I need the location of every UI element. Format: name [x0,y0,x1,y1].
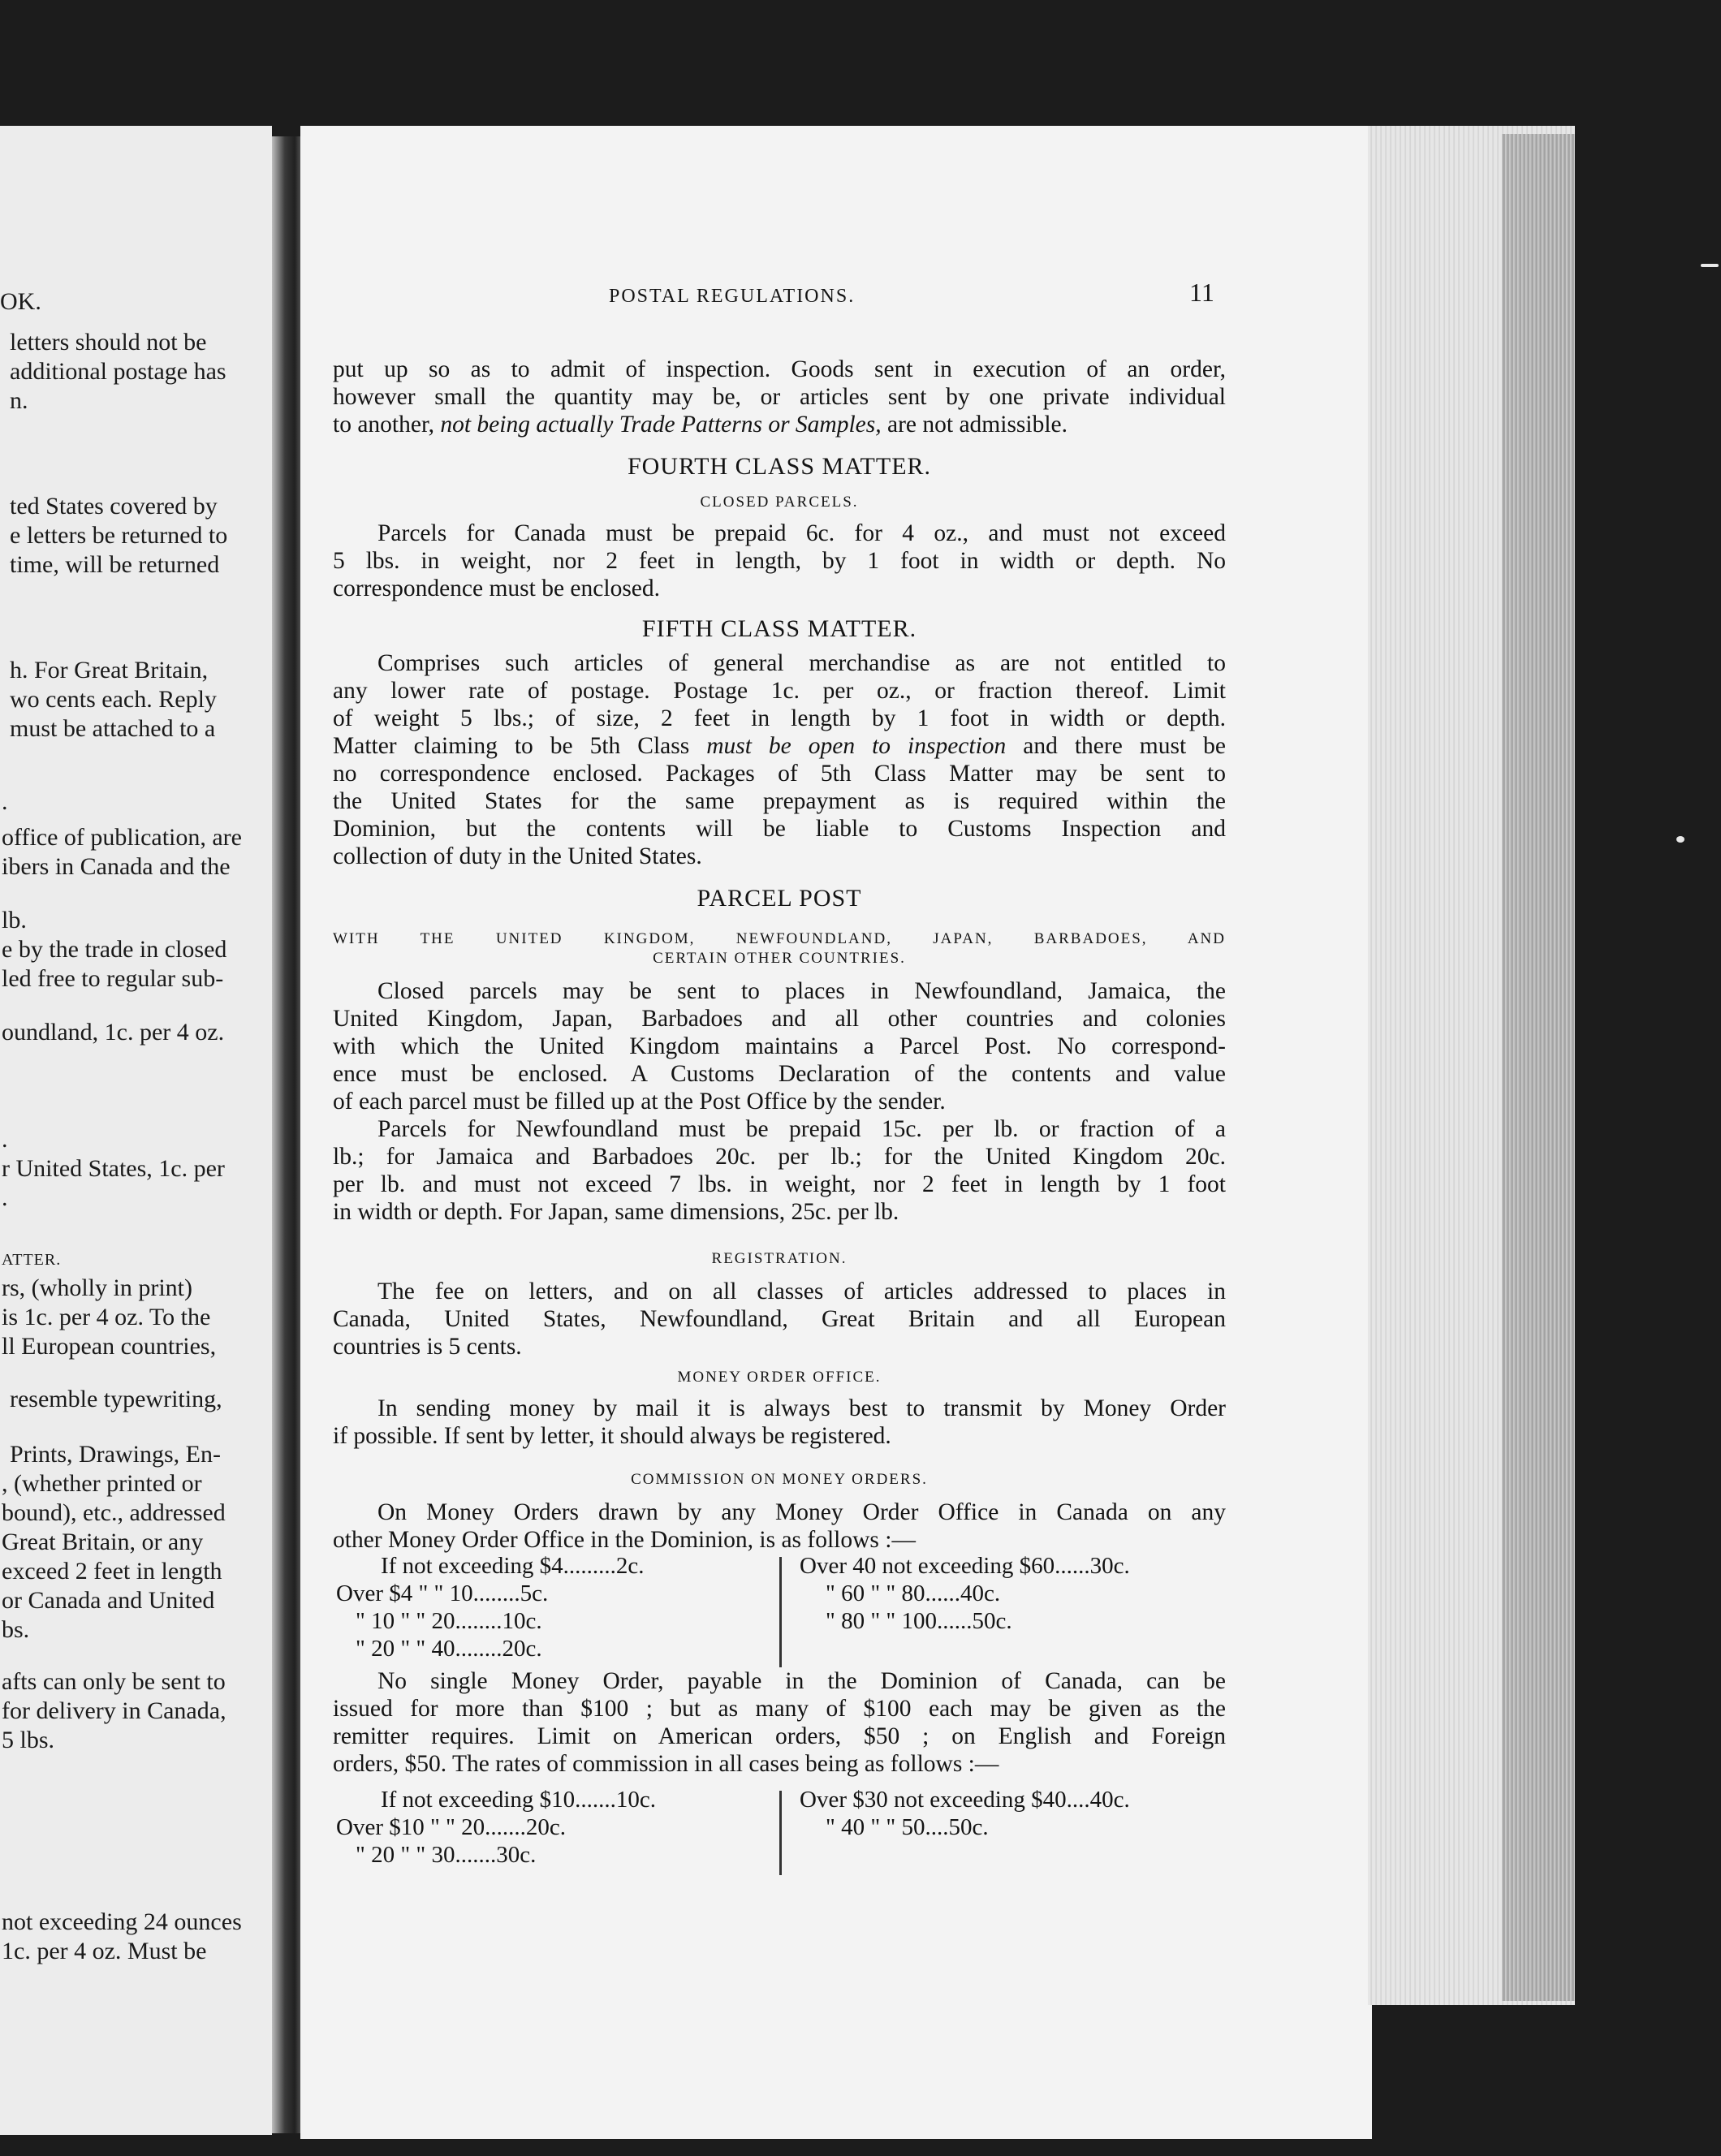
left-line: r United States, 1c. per [2,1155,225,1182]
rate-table-1-left [336,1552,645,1662]
section-heading: PARCEL POST [697,885,862,912]
body-line: Canada, United States, Newfoundland, Great Britain and all European [333,1306,1226,1332]
left-line: is 1c. per 4 oz. To the [2,1304,211,1330]
left-line: Prints, Drawings, En- [10,1441,221,1468]
scan-speck [1701,264,1719,267]
left-line: ll European countries, [2,1333,217,1360]
body-line: orders, $50. The rates of commission in all cases being as follows :— [333,1751,999,1777]
section-heading: FOURTH CLASS MATTER. [627,453,932,480]
left-line: wo cents each. Reply [10,686,217,713]
body-line: however small the quantity may be, or articles sent by one private individual [333,384,1226,410]
left-page [0,126,272,2135]
rate-table-2-left [336,1786,656,1869]
left-line: exceed 2 feet in length [2,1558,222,1585]
italic-phrase: not being actually Trade Patterns or Samples, [440,412,882,438]
body-line: Dominion, but the contents will be liable to Customs Inspection and [333,816,1226,842]
left-line: must be attached to a [10,715,216,742]
body-line: remitter requires. Limit on American orders, $50 ; on English and Foreign [333,1723,1226,1749]
body-line: lb.; for Jamaica and Barbadoes 20c. per lb.; for the United Kingdom 20c. [333,1144,1226,1170]
left-line: oundland, 1c. per 4 oz. [2,1019,225,1046]
left-line: e letters be returned to [10,522,228,549]
left-line: bs. [2,1616,30,1643]
section-subheading: WITH THE UNITED KINGDOM, NEWFOUNDLAND, JAPAN, BARBADOES, AND [333,930,1226,947]
body-line: issued for more than $100 ; but as many of $100 each may be given as the [333,1696,1226,1722]
body-line: Closed parcels may be sent to places in Newfoundland, Jamaica, the [377,978,1226,1004]
body-line: No single Money Order, payable in the Dominion of Canada, can be [377,1668,1226,1694]
rate-row: Over 40 not exceeding $60......30c. [800,1553,1130,1579]
page-number: 11 [1189,278,1214,307]
section-heading: FIFTH CLASS MATTER. [641,615,917,642]
left-running-head: OK. [0,288,41,315]
left-line: or Canada and United [2,1587,215,1614]
left-line: 5 lbs. [2,1727,55,1753]
left-line: n. [10,387,28,414]
body-line: correspondence must be enclosed. [333,576,661,602]
left-line: Great Britain, or any [2,1529,204,1555]
rate-table-1-right [800,1552,1130,1635]
body-line: countries is 5 cents. [333,1334,522,1360]
left-line: led free to regular sub- [2,965,224,992]
left-line: h. For Great Britain, [10,657,209,683]
body-line: of each parcel must be filled up at the Post Office by the sender. [333,1089,946,1115]
body-line: Comprises such articles of general merchandise as are not entitled to [377,650,1226,676]
rate-row: Over $4 " " 10........5c. [336,1580,549,1606]
left-line: office of publication, are [2,824,242,851]
body-line: other Money Order Office in the Dominion, is as follows :— [333,1527,916,1553]
rate-row: Over $30 not exceeding $40....40c. [800,1787,1130,1813]
section-subheading: MONEY ORDER OFFICE. [677,1369,882,1386]
running-head: POSTAL REGULATIONS. [609,286,856,307]
body-line: collection of duty in the United States. [333,843,702,869]
body-line: The fee on letters, and on all classes of articles addressed to places in [377,1279,1226,1304]
body-line: to another, not being actually Trade Patterns or Samples, are not admissible. [333,412,1068,438]
left-line: bound), etc., addressed [2,1499,226,1526]
left-line: rs, (wholly in print) [2,1274,192,1301]
left-line: 1c. per 4 oz. Must be [2,1938,207,1964]
left-line: ibers in Canada and the [2,853,231,880]
body-line: Matter claiming to be 5th Class must be open to inspection and there must be [333,733,1227,759]
left-line: letters should not be [10,329,207,356]
italic-phrase: must be open to inspection [706,733,1007,759]
left-line: for delivery in Canada, [2,1697,226,1724]
body-line: ence must be enclosed. A Customs Declaration of the contents and value [333,1061,1226,1087]
rate-row: " 20 " " 30.......30c. [356,1842,537,1868]
rate-row: " 10 " " 20........10c. [356,1608,542,1634]
table-divider [779,1791,782,1875]
body-line: Parcels for Newfoundland must be prepaid 15c. per lb. or fraction of a [377,1116,1226,1142]
left-line: additional postage has [10,358,226,385]
left-line: lb. [2,907,27,934]
left-line: e by the trade in closed [2,936,227,963]
left-line: ted States covered by [10,493,218,520]
page-edges-dark [1502,134,1575,2001]
body-line: with which the United Kingdom maintains a Parcel Post. No correspond- [333,1033,1226,1059]
table-divider [779,1557,782,1667]
section-subheading: COMMISSION ON MONEY ORDERS. [631,1471,928,1488]
rate-row: " 80 " " 100......50c. [826,1608,1012,1634]
body-line: 5 lbs. in weight, nor 2 feet in length, by 1 foot in width or depth. No [333,548,1226,574]
left-line: not exceeding 24 ounces [2,1908,242,1935]
left-line: resemble typewriting, [10,1386,222,1412]
body-line: In sending money by mail it is always best to transmit by Money Order [377,1395,1226,1421]
left-line: ATTER. [2,1251,62,1269]
rate-row: " 40 " " 50....50c. [826,1814,989,1840]
body-line: if possible. If sent by letter, it should always be registered. [333,1423,891,1449]
left-line: , (whether printed or [2,1470,202,1497]
body-line: United Kingdom, Japan, Barbadoes and all other countries and colonies [333,1006,1226,1032]
body-line: of weight 5 lbs.; of size, 2 feet in length by 1 foot in width or depth. [333,705,1226,731]
rate-row: " 20 " " 40........20c. [356,1636,542,1662]
left-line: . [2,1184,8,1211]
body-line: no correspondence enclosed. Packages of 5th Class Matter may be sent to [333,761,1226,787]
body-line: any lower rate of postage. Postage 1c. per oz., or fraction thereof. Limit [333,678,1226,704]
section-subheading: REGISTRATION. [711,1250,848,1267]
section-subheading: CLOSED PARCELS. [700,494,859,511]
body-line: Parcels for Canada must be prepaid 6c. for 4 oz., and must not exceed [377,520,1226,546]
scan-speck [1676,836,1684,843]
section-subheading: CERTAIN OTHER COUNTRIES. [653,950,906,967]
rate-row: If not exceeding $4.........2c. [381,1553,645,1579]
left-line: afts can only be sent to [2,1668,226,1695]
left-line: . [2,788,8,815]
body-line: per lb. and must not exceed 7 lbs. in weight, nor 2 feet in length by 1 foot [333,1171,1226,1197]
body-line: in width or depth. For Japan, same dimensions, 25c. per lb. [333,1199,899,1225]
rate-row: If not exceeding $10.......10c. [381,1787,657,1813]
left-line: time, will be returned [10,551,220,578]
body-line: the United States for the same prepayment as is required within the [333,788,1226,814]
left-line: . [2,1126,8,1153]
rate-table-2-right [800,1786,1130,1841]
rate-row: " 60 " " 80......40c. [826,1580,1001,1606]
rate-row: Over $10 " " 20.......20c. [336,1814,567,1840]
book-gutter [272,136,304,2133]
body-line: On Money Orders drawn by any Money Order Office in Canada on any [377,1499,1226,1525]
body-line: put up so as to admit of inspection. Goods sent in execution of an order, [333,356,1226,382]
